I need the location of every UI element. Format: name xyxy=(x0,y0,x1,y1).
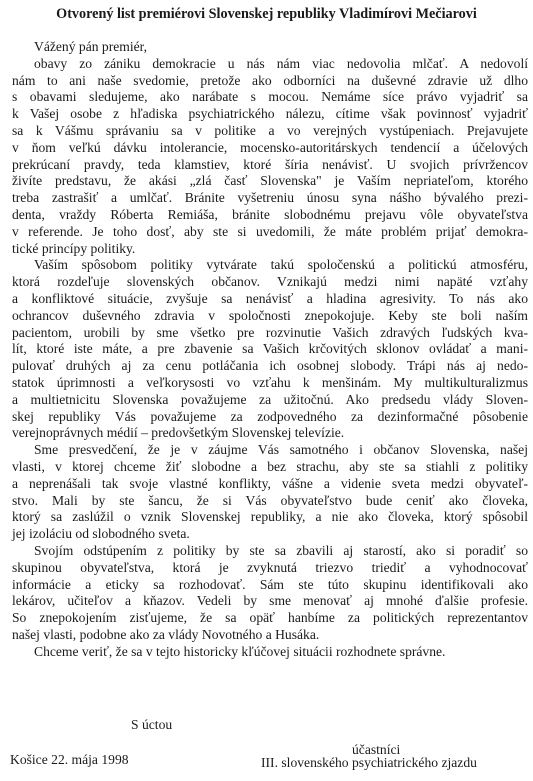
letter-title: Otvorený list premiérovi Slovenskej republiky Vladimírovi Mečiarovi xyxy=(56,6,477,22)
text-line: prekrúcaní pravdy, teda klamstiev, ktoré šíria nenávisť. U svojich prívržencov xyxy=(12,156,528,172)
text-line: verejnoprávnych médií – predovšetkým Slovenskej televízie. xyxy=(12,425,345,441)
salutation: Vážený pán premiér, xyxy=(34,39,148,54)
text-line: Svojím odstúpením z politiky by ste sa zbavili aj starostí, ako si poradiť so xyxy=(34,542,528,558)
text-line: informácie a eticky sa rozhodovať. Sám ste túto skupinu identifikovali ako xyxy=(12,576,528,592)
text-line: So znepokojením zisťujeme, že sa opäť hanbíme za politických reprezentantov xyxy=(12,610,528,626)
closing-sentence: Chceme veriť, že sa v tejto historicky kľúčovej situácii rozhodnete správne. xyxy=(34,643,446,659)
respect-line: S úctou xyxy=(131,717,173,732)
text-line: k Vašej osobe z hľadiska psychiatrického nálezu, cítime však povinnosť vyjadriť xyxy=(12,106,528,122)
text-line: vlasti, v ktorej chceme žiť slobodne a bez strachu, aby ste sa stiahli z politiky xyxy=(12,458,528,474)
text-line: skupinou obyvateľstva, ktorá je zvyknutá triezvo triediť a vyhodnocovať xyxy=(12,559,528,575)
text-line: s obavami sledujeme, ako narábate s mocou. Nemáme síce právo vyjadriť sa xyxy=(12,89,528,105)
text-line: stvo. Mali by ste šancu, že si Vás obyvateľstvo bude ceniť ako človeka, xyxy=(12,492,528,508)
paragraph-1 xyxy=(12,56,528,258)
place-date: Košice 22. mája 1998 xyxy=(10,752,129,767)
text-line: v referende. Je toho dosť, aby ste si uvedomili, že máte problém prijať demokra- xyxy=(12,223,528,239)
text-line: lít, ktoré iste máte, a pre zbavenie sa Vašich krčovitých sklonov ovládať a mani- xyxy=(12,341,528,357)
text-line: skej republiky Vás považujeme za zodpovedného za dezinformačné pôsobenie xyxy=(12,408,528,424)
paragraph-4 xyxy=(12,543,528,644)
text-line: sa k Vášmu správaniu sa v politike a vo verejných vystúpeniach. Prejavujete xyxy=(12,122,528,138)
signature-org: III. slovenského psychiatrického zjazdu xyxy=(261,755,477,770)
paragraph-3 xyxy=(12,442,528,543)
text-line: treba zastrašiť a umlčať. Bránite vyšetreniu únosu syna nášho bývalého prezi- xyxy=(12,190,528,206)
text-line: statok úprimnosti a veľkorysosti vo vzťahu k menšinám. My multikulturalizmus xyxy=(12,374,528,390)
text-line: v ňom veľkú dávku intolerancie, mocensko-autoritárskych tendencií a účelových xyxy=(12,139,528,155)
text-line: a neprenášali tak svoje vlastné konflikty, vášne a videnie sveta medzi obyvateľ- xyxy=(12,475,528,491)
text-line: živíte predstavu, že akási „zlá časť Slovenska" je Vaším nepriateľom, ktorého xyxy=(12,173,528,189)
text-line: nám to ani naše svedomie, pretože ako odborníci na duševné zdravie už dlho xyxy=(12,72,528,88)
text-line: denta, vraždy Róberta Remiáša, bránite slobodnému prejavu vôle obyvateľstva xyxy=(12,206,528,222)
text-line: Vaším spôsobom politiky vytvárate takú spoločenskú a politickú atmosféru, xyxy=(34,257,528,273)
text-line: Sme presvedčení, že je v záujme Vás samotného i občanov Slovenska, našej xyxy=(34,442,528,458)
text-line: lekárov, učiteľov a kňazov. Vedeli by sme menovať aj mnohé ďalšie profesie. xyxy=(12,593,528,609)
text-line: a konfliktové situácie, zvyšuje sa nenávisť a hladina agresivity. To nás ako xyxy=(12,290,528,306)
text-line: obavy zo zániku demokracie u nás nám viac nedovolia mlčať. A nedovolí xyxy=(34,55,528,71)
letter-body xyxy=(12,39,528,660)
text-line: tické princípy politiky. xyxy=(12,240,136,256)
text-line: a multietnicitu Slovenska považujeme za užitočnú. Ako predsedu vlády Sloven- xyxy=(12,391,528,407)
text-line: našej vlasti, podobne ako za vlády Novotného a Husáka. xyxy=(12,626,320,642)
paragraph-2 xyxy=(12,257,528,442)
signature-role: účastníci xyxy=(352,742,401,757)
text-line: ktorá rozdeľuje slovenských občanov. Vznikajú medzi nimi napäté vzťahy xyxy=(12,274,528,290)
text-line: ochrancov duševného zdravia v spoločnosti znepokojuje. Keby ste boli naším xyxy=(12,307,528,323)
text-line: pulovať druhých aj za cenu potláčania ich osobnej slobody. Trápi nás aj nedo- xyxy=(12,358,528,374)
text-line: ktorý sa zaslúžil o vznik Slovenskej republiky, a nie ako človeka, ktorý spôsobil xyxy=(12,509,528,525)
text-line: pacientom, urobili by sme všetko pre rozvinutie Vašich zdravých ľudských kva- xyxy=(12,324,528,340)
text-line: jej izoláciu od slobodného sveta. xyxy=(12,526,190,542)
